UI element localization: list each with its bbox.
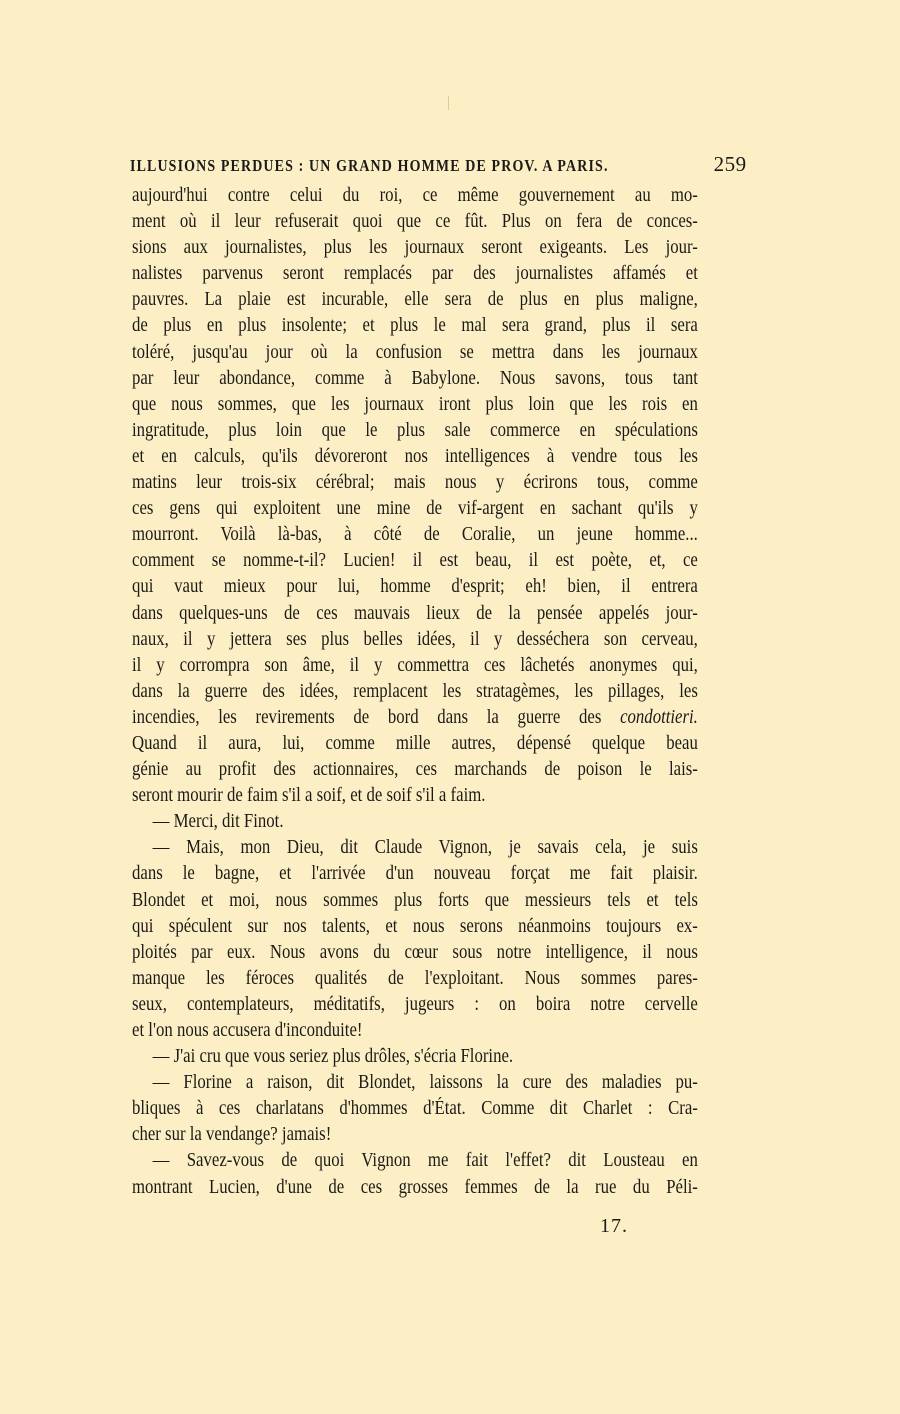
line-text: — Mais, mon Dieu, dit Claude Vignon, je savais cela, je suis [152,837,698,859]
line-text: ces gens qui exploitent une mine de vif-argent en sachant qu'ils y [132,498,698,520]
line-text: seux, contemplateurs, méditatifs, jugeurs : on boira notre cervelle [132,993,698,1015]
line-text: — Florine a raison, dit Blondet, laissons la cure des maladies pu- [152,1072,698,1094]
text-line [132,783,698,809]
running-title: ILLUSIONS PERDUES : UN GRAND HOMME DE PROV. A PARIS. [130,156,609,175]
text-line [132,548,698,574]
running-head [130,152,747,178]
text-line [132,1175,698,1201]
text-line [132,809,698,835]
line-text: comment se nomme-t-il? Lucien! il est beau, il est poète, et, ce [132,550,698,572]
line-text: et l'on nous accusera d'inconduite! [132,1020,363,1041]
text-line [132,601,698,627]
text-line [132,340,698,366]
line-text: montrant Lucien, d'une de ces grosses femmes de la rue du Péli- [132,1176,698,1198]
line-text: cher sur la vendange? jamais! [132,1124,332,1146]
line-text: matins leur trois-six cérébral; mais nous y écrirons tous, comme [132,472,698,494]
text-line [132,183,698,209]
text-line [132,653,698,679]
text-line [132,705,698,731]
line-text: et en calculs, qu'ils dévoreront nos intelligences à vendre tous les [132,445,698,467]
text-line [132,313,698,339]
italic-term: condottieri. [620,706,698,728]
line-text: dans le bagne, et l'arrivée d'un nouveau forçat me fait plaisir. [132,863,698,885]
line-text: toléré, jusqu'au jour où la confusion se mettra dans les journaux [132,341,698,363]
text-line [132,418,698,444]
line-text: par leur abondance, comme à Babylone. Nous savons, tous tant [132,367,698,389]
text-line [132,1070,698,1096]
text-line [132,835,698,861]
line-text: qui vaut mieux pour lui, homme d'esprit; eh! bien, il entrera [132,576,698,598]
text-line [132,1122,698,1148]
text-line [132,966,698,992]
line-text: Quand il aura, lui, comme mille autres, dépensé quelque beau [132,732,698,754]
line-text: — Savez-vous de quoi Vignon me fait l'effet? dit Lousteau en [152,1150,698,1172]
line-text: il y corrompra son âme, il y commettra ces lâchetés anonymes qui, [132,654,698,676]
line-text: nalistes parvenus seront remplacés par des journalistes affamés et [132,263,698,285]
text-line [132,914,698,940]
line-text: dans quelques-uns de ces mauvais lieux de la pensée appelés jour- [132,602,698,624]
text-line [132,287,698,313]
line-text: incendies, les revirements de bord dans la guerre des [132,706,602,728]
text-line [132,679,698,705]
text-line [132,731,698,757]
text-line [132,940,698,966]
line-text: — Merci, dit Finot. [152,811,284,833]
line-text: aujourd'hui contre celui du roi, ce même gouvernement au mo- [132,185,698,206]
line-text: naux, il y jettera ses plus belles idées, il y desséchera son cerveau, [132,628,698,650]
text-line [132,888,698,914]
text-line [132,209,698,235]
text-line [132,392,698,418]
line-text: ploités par eux. Nous avons du cœur sous notre intelligence, il nous [132,941,698,963]
text-line [132,261,698,287]
text-line [132,1096,698,1122]
line-text: dans la guerre des idées, remplacent les stratagèmes, les pillages, les [132,680,698,702]
text-line [132,574,698,600]
line-text: ingratitude, plus loin que le plus sale commerce en spéculations [132,419,698,441]
text-line [132,1044,698,1070]
line-text: génie au profit des actionnaires, ces marchands de poison le lais- [132,759,698,781]
text-line [132,235,698,261]
page-number: 259 [713,152,747,176]
text-line [132,522,698,548]
line-text: pauvres. La plaie est incurable, elle sera de plus en plus maligne, [132,289,698,311]
text-line [132,496,698,522]
line-text: ment où il leur refuserait quoi que ce fût. Plus on fera de conces- [132,211,698,233]
text-line [132,1148,698,1174]
line-text: qui spéculent sur nos talents, et nous serons néanmoins toujours ex- [132,915,698,937]
line-text: mourront. Voilà là-bas, à côté de Coralie, un jeune homme... [132,524,698,546]
line-text: manque les féroces qualités de l'exploitant. Nous sommes pares- [132,967,698,989]
gutter-mark [448,96,449,110]
line-text: que nous sommes, que les journaux iront plus loin que les rois en [132,393,698,415]
text-line [132,627,698,653]
line-text: Blondet et moi, nous sommes plus forts que messieurs tels et tels [132,889,698,911]
line-text: de plus en plus insolente; et plus le mal sera grand, plus il sera [132,315,698,337]
text-line [132,757,698,783]
signature-mark: 17. [600,1215,628,1237]
line-text: — J'ai cru que vous seriez plus drôles, s'écria Florine. [152,1046,514,1068]
text-line [132,861,698,887]
line-text: bliques à ces charlatans d'hommes d'État. Comme dit Charlet : Cra- [132,1098,698,1120]
body-text [132,183,698,1201]
text-line [132,470,698,496]
line-text: sions aux journalistes, plus les journaux seront exigeants. Les jour- [132,237,698,259]
text-line [132,366,698,392]
line-text: seront mourir de faim s'il a soif, et de soif s'il a faim. [132,785,486,807]
text-line [132,1018,698,1044]
text-line [132,444,698,470]
text-line [132,992,698,1018]
